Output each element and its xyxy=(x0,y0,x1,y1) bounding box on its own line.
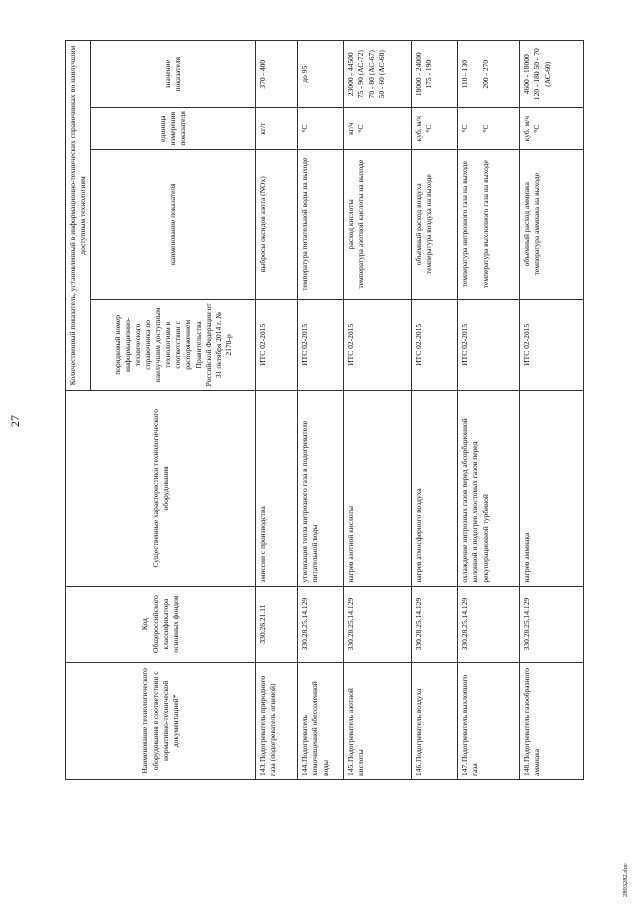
cell-value: 370 - 400 xyxy=(256,41,298,108)
equipment-name: Подогреватель азотной кислоты xyxy=(346,688,366,776)
cell-its: ИТС 02-2015 xyxy=(344,299,412,390)
table-row xyxy=(298,41,344,780)
cell-indicator: температура питательной воды на выходе xyxy=(298,149,344,299)
equipment-name: Подогреватель воздуха xyxy=(414,688,424,762)
cell-name xyxy=(344,662,412,779)
table-row xyxy=(412,41,458,780)
table-row xyxy=(520,41,584,780)
cell-name xyxy=(458,662,520,779)
cell-indicator: выбросы оксидов азота (NOх) xyxy=(256,149,298,299)
table-row xyxy=(256,41,298,780)
header-its-number: порядковый номер информационно-технического справочника по наилучшим доступным технологиям в соответствии с распоряжением Правительства Российской Федерации от 31 октября 2014 г. № 2178-р xyxy=(91,299,256,390)
table-row xyxy=(344,41,412,780)
header-indicator-name: наименование показателя xyxy=(91,149,256,299)
cell-value: до 95 xyxy=(298,41,344,108)
header-name: Наименование технологического оборудования в соответствии с нормативно-технической документацией* xyxy=(66,662,256,779)
cell-characteristics: нагрев атмосферного воздуха xyxy=(412,390,458,586)
cell-characteristics: утилизация тепла нитрозного газа в подогревателе питательной воды xyxy=(298,390,344,586)
cell-characteristics: охлаждение нитрозных газов перед абсорбционной колонной и подогрев хвостовых газов перед рекуперационной турбиной xyxy=(458,390,520,586)
cell-code: 330.28.25.14.129 xyxy=(298,586,344,662)
cell-value: 18000 - 24000 175 - 190 xyxy=(412,41,458,108)
cell-indicator: расход кислоты температура азотной кислоты на выходе xyxy=(344,149,412,299)
cell-its: ИТС 02-2015 xyxy=(520,299,584,390)
cell-unit: куб. м/ч °С xyxy=(520,108,584,149)
cell-code: 330.28.25.14.129 xyxy=(412,586,458,662)
table-row xyxy=(458,41,520,780)
cell-its: ИТС 02-2015 xyxy=(458,299,520,390)
cell-code: 330.28.25.14.129 xyxy=(520,586,584,662)
header-characteristics: Существенные характеристики технологического оборудования xyxy=(66,390,256,586)
cell-name xyxy=(520,662,584,779)
cell-characteristics: эмиссии с производства xyxy=(256,390,298,586)
cell-name xyxy=(256,662,298,779)
cell-code: 330.28.25.14.129 xyxy=(458,586,520,662)
cell-characteristics: нагрев аммиака xyxy=(520,390,584,586)
cell-unit: кг/ч °С xyxy=(344,108,412,149)
equipment-name: Подогреватель природного газа (подогреватель огневой) xyxy=(258,675,278,776)
header-value: значение показателя xyxy=(91,41,256,108)
page-number: 27 xyxy=(8,415,22,427)
equipment-name: Подогреватель выхлопного газа xyxy=(460,674,480,776)
cell-name xyxy=(298,662,344,779)
cell-unit: кг/т xyxy=(256,108,298,149)
row-number: 145. xyxy=(346,762,356,776)
cell-characteristics: нагрев азотной кислоты xyxy=(344,390,412,586)
header-group: Количественный показатель, установленный в информационно-технических справочниках по наилучшим доступным технологиям xyxy=(66,41,91,391)
equipment-name: Подогреватель химочищенной обессоленной воды xyxy=(300,681,330,776)
header-row xyxy=(66,41,91,780)
header-unit: единица измерения показателя xyxy=(91,108,256,149)
cell-its: ИТС 02-2015 xyxy=(298,299,344,390)
equipment-table xyxy=(65,40,584,780)
row-number: 143. xyxy=(258,762,268,776)
cell-unit: куб. м/ч °С xyxy=(412,108,458,149)
cell-indicator: температура нитрозного газа на выходе температура выхлопного газа на выходе xyxy=(458,149,520,299)
cell-unit: °С xyxy=(298,108,344,149)
row-number: 146. xyxy=(414,762,424,776)
cell-indicator: объемный расход аммиака температура аммиака на выходе xyxy=(520,149,584,299)
cell-value: 4600 - 18000 120 - 180 50 - 70 (АС-60) xyxy=(520,41,584,108)
cell-indicator: объемный расход воздуха температура воздуха на выходе xyxy=(412,149,458,299)
row-number: 144. xyxy=(300,762,310,776)
cell-code: 330.28.21.11 xyxy=(256,586,298,662)
cell-unit: °С °С xyxy=(458,108,520,149)
footer-filename: 2803282.doc xyxy=(622,863,629,897)
cell-code: 330.28.25.14.129 xyxy=(344,586,412,662)
header-code: Код Общероссийского классификатора основных фондов xyxy=(66,586,256,662)
cell-value: 110 - 130 200 - 270 xyxy=(458,41,520,108)
cell-its: ИТС 02-2015 xyxy=(256,299,298,390)
row-number: 147. xyxy=(460,762,470,776)
row-number: 148. xyxy=(522,762,532,776)
cell-name xyxy=(412,662,458,779)
equipment-name: Подогреватель газообразного аммиака xyxy=(522,668,542,776)
cell-value: 23000 - 44500 75 - 90 (АС-72) 70 - 80 (АС-67) 50 - 60 (АС-60) xyxy=(344,41,412,108)
cell-its: ИТС 02-2015 xyxy=(412,299,458,390)
